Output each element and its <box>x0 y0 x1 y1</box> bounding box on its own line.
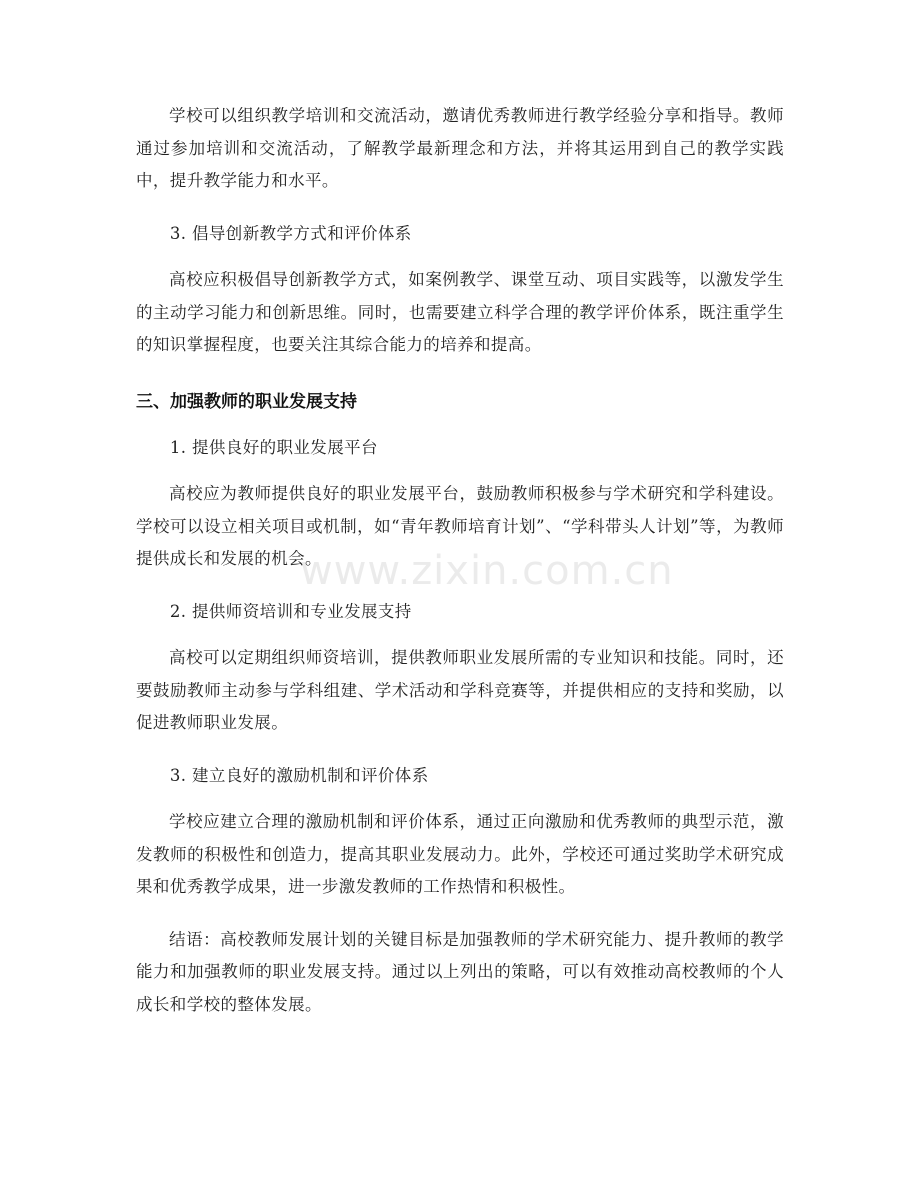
watermark-text: www.zixin.com.cn <box>300 548 674 594</box>
document-body <box>136 100 784 1021</box>
paragraph-conclusion: 结语：高校教师发展计划的关键目标是加强教师的学术研究能力、提升教师的教学能力和加强教师的职业发展支持。通过以上列出的策略，可以有效推动高校教师的个人成长和学校的整体发展。 <box>136 929 784 1014</box>
paragraph-career-platform: 高校应为教师提供良好的职业发展平台，鼓励教师积极参与学术研究和学科建设。学校可以设立相关项目或机制，如“青年教师培育计划”、“学科带头人计划”等，为教师提供成长和发展的机会。 <box>136 484 784 568</box>
paragraph-teaching-training: 学校可以组织教学培训和交流活动，邀请优秀教师进行教学经验分享和指导。教师通过参加培训和交流活动，了解教学最新理念和方法，并将其运用到自己的教学实践中，提升教学能力和水平。 <box>136 106 784 190</box>
section-heading-career-support: 三、加强教师的职业发展支持 <box>136 391 357 412</box>
paragraph-innovative-teaching: 高校应积极倡导创新教学方式，如案例教学、课堂互动、项目实践等，以激发学生的主动学习能力和创新思维。同时，也需要建立科学合理的教学评价体系，既注重学生的知识掌握程度，也要关注其综合能力的培养和提高。 <box>136 270 784 354</box>
subheading-incentive-mechanism: 3. 建立良好的激励机制和评价体系 <box>169 765 429 785</box>
paragraph-incentive-mechanism: 学校应建立合理的激励机制和评价体系，通过正向激励和优秀教师的典型示范，激发教师的积极性和创造力，提高其职业发展动力。此外，学校还可通过奖助学术研究成果和优秀教学成果，进一步激发教师的工作热情和积极性。 <box>136 812 784 896</box>
subheading-innovative-teaching: 3. 倡导创新教学方式和评价体系 <box>169 223 412 243</box>
paragraph-faculty-training: 高校可以定期组织师资培训，提供教师职业发展所需的专业知识和技能。同时，还要鼓励教师主动参与学科组建、学术活动和学科竞赛等，并提供相应的支持和奖励，以促进教师职业发展。 <box>136 648 784 732</box>
subheading-faculty-training: 2. 提供师资培训和专业发展支持 <box>169 601 412 621</box>
subheading-career-platform: 1. 提供良好的职业发展平台 <box>169 437 378 457</box>
